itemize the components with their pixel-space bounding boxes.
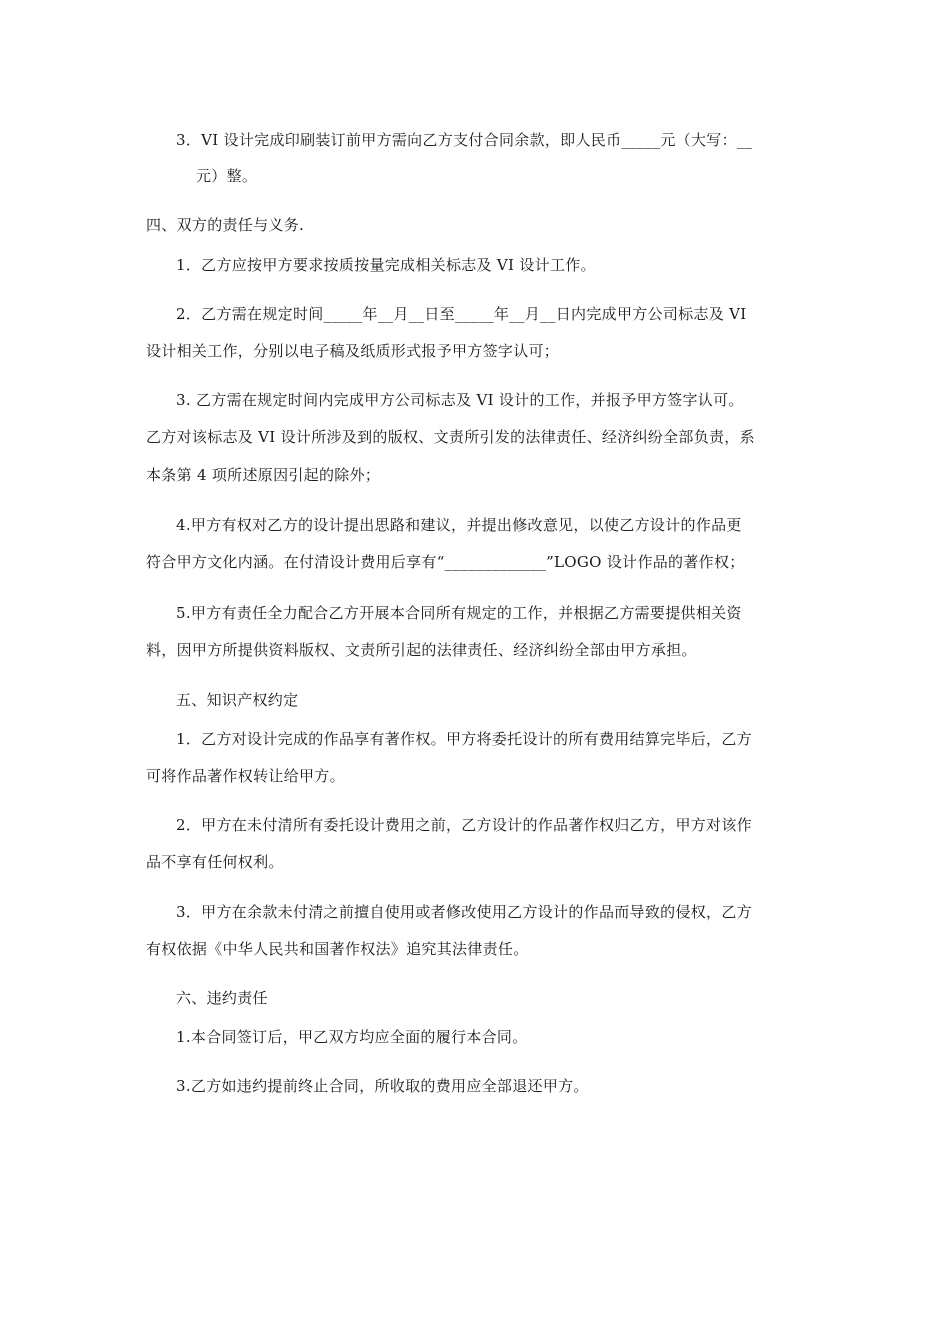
section-4-item-5-line-1: 5.甲方有责任全力配合乙方开展本合同所有规定的工作，并根据乙方需要提供相关资 [176, 604, 742, 622]
section-5-heading: 五、知识产权约定 [176, 691, 299, 709]
section-4-heading: 四、双方的责任与义务. [146, 216, 305, 234]
section-5-item-3-line-2: 有权依据《中华人民共和国著作权法》追究其法律责任。 [146, 940, 529, 958]
clause-3-payment-line-1: 3．VI 设计完成印刷装订前甲方需向乙方支付合同余款，即人民币_____元（大写：__ [176, 131, 753, 149]
section-5-item-1-line-2: 可将作品著作权转让给甲方。 [146, 767, 345, 785]
clause-3-payment-line-2: 元）整。 [196, 167, 258, 185]
section-4-item-3-line-1: 3. 乙方需在规定时间内完成甲方公司标志及 VI 设计的工作，并报予甲方签字认可。 [176, 391, 744, 409]
section-6-item-1: 1.本合同签订后，甲乙双方均应全面的履行本合同。 [176, 1028, 528, 1046]
section-4-item-3-line-2: 乙方对该标志及 VI 设计所涉及到的版权、文责所引发的法律责任、经济纠纷全部负责，系 [146, 428, 755, 446]
section-5-item-2-line-1: 2．甲方在未付清所有委托设计费用之前，乙方设计的作品著作权归乙方，甲方对该作 [176, 816, 752, 834]
section-4-item-2-line-2: 设计相关工作，分别以电子稿及纸质形式报予甲方签字认可； [146, 342, 560, 360]
section-4-item-5-line-2: 料，因甲方所提供资料版权、文责所引起的法律责任、经济纠纷全部由甲方承担。 [146, 641, 697, 659]
section-4-item-1: 1．乙方应按甲方要求按质按量完成相关标志及 VI 设计工作。 [176, 256, 596, 274]
section-4-item-4-line-2: 符合甲方文化内涵。在付清设计费用后享有“_____________”LOGO 设计作品的著作权； [146, 553, 745, 571]
section-4-item-2-line-1: 2．乙方需在规定时间_____年__月__日至_____年__月__日内完成甲方公司标志及 VI [176, 305, 747, 323]
section-6-heading: 六、违约责任 [176, 989, 268, 1007]
section-5-item-2-line-2: 品不享有任何权利。 [146, 853, 284, 871]
section-4-item-3-line-3: 本条第 4 项所述原因引起的除外； [146, 466, 381, 484]
section-4-item-4-line-1: 4.甲方有权对乙方的设计提出思路和建议，并提出修改意见，以使乙方设计的作品更 [176, 516, 742, 534]
section-5-item-1-line-1: 1．乙方对设计完成的作品享有著作权。甲方将委托设计的所有费用结算完毕后，乙方 [176, 730, 752, 748]
section-5-item-3-line-1: 3．甲方在余款未付清之前擅自使用或者修改使用乙方设计的作品而导致的侵权，乙方 [176, 903, 752, 921]
section-6-item-3: 3.乙方如违约提前终止合同，所收取的费用应全部退还甲方。 [176, 1077, 589, 1095]
